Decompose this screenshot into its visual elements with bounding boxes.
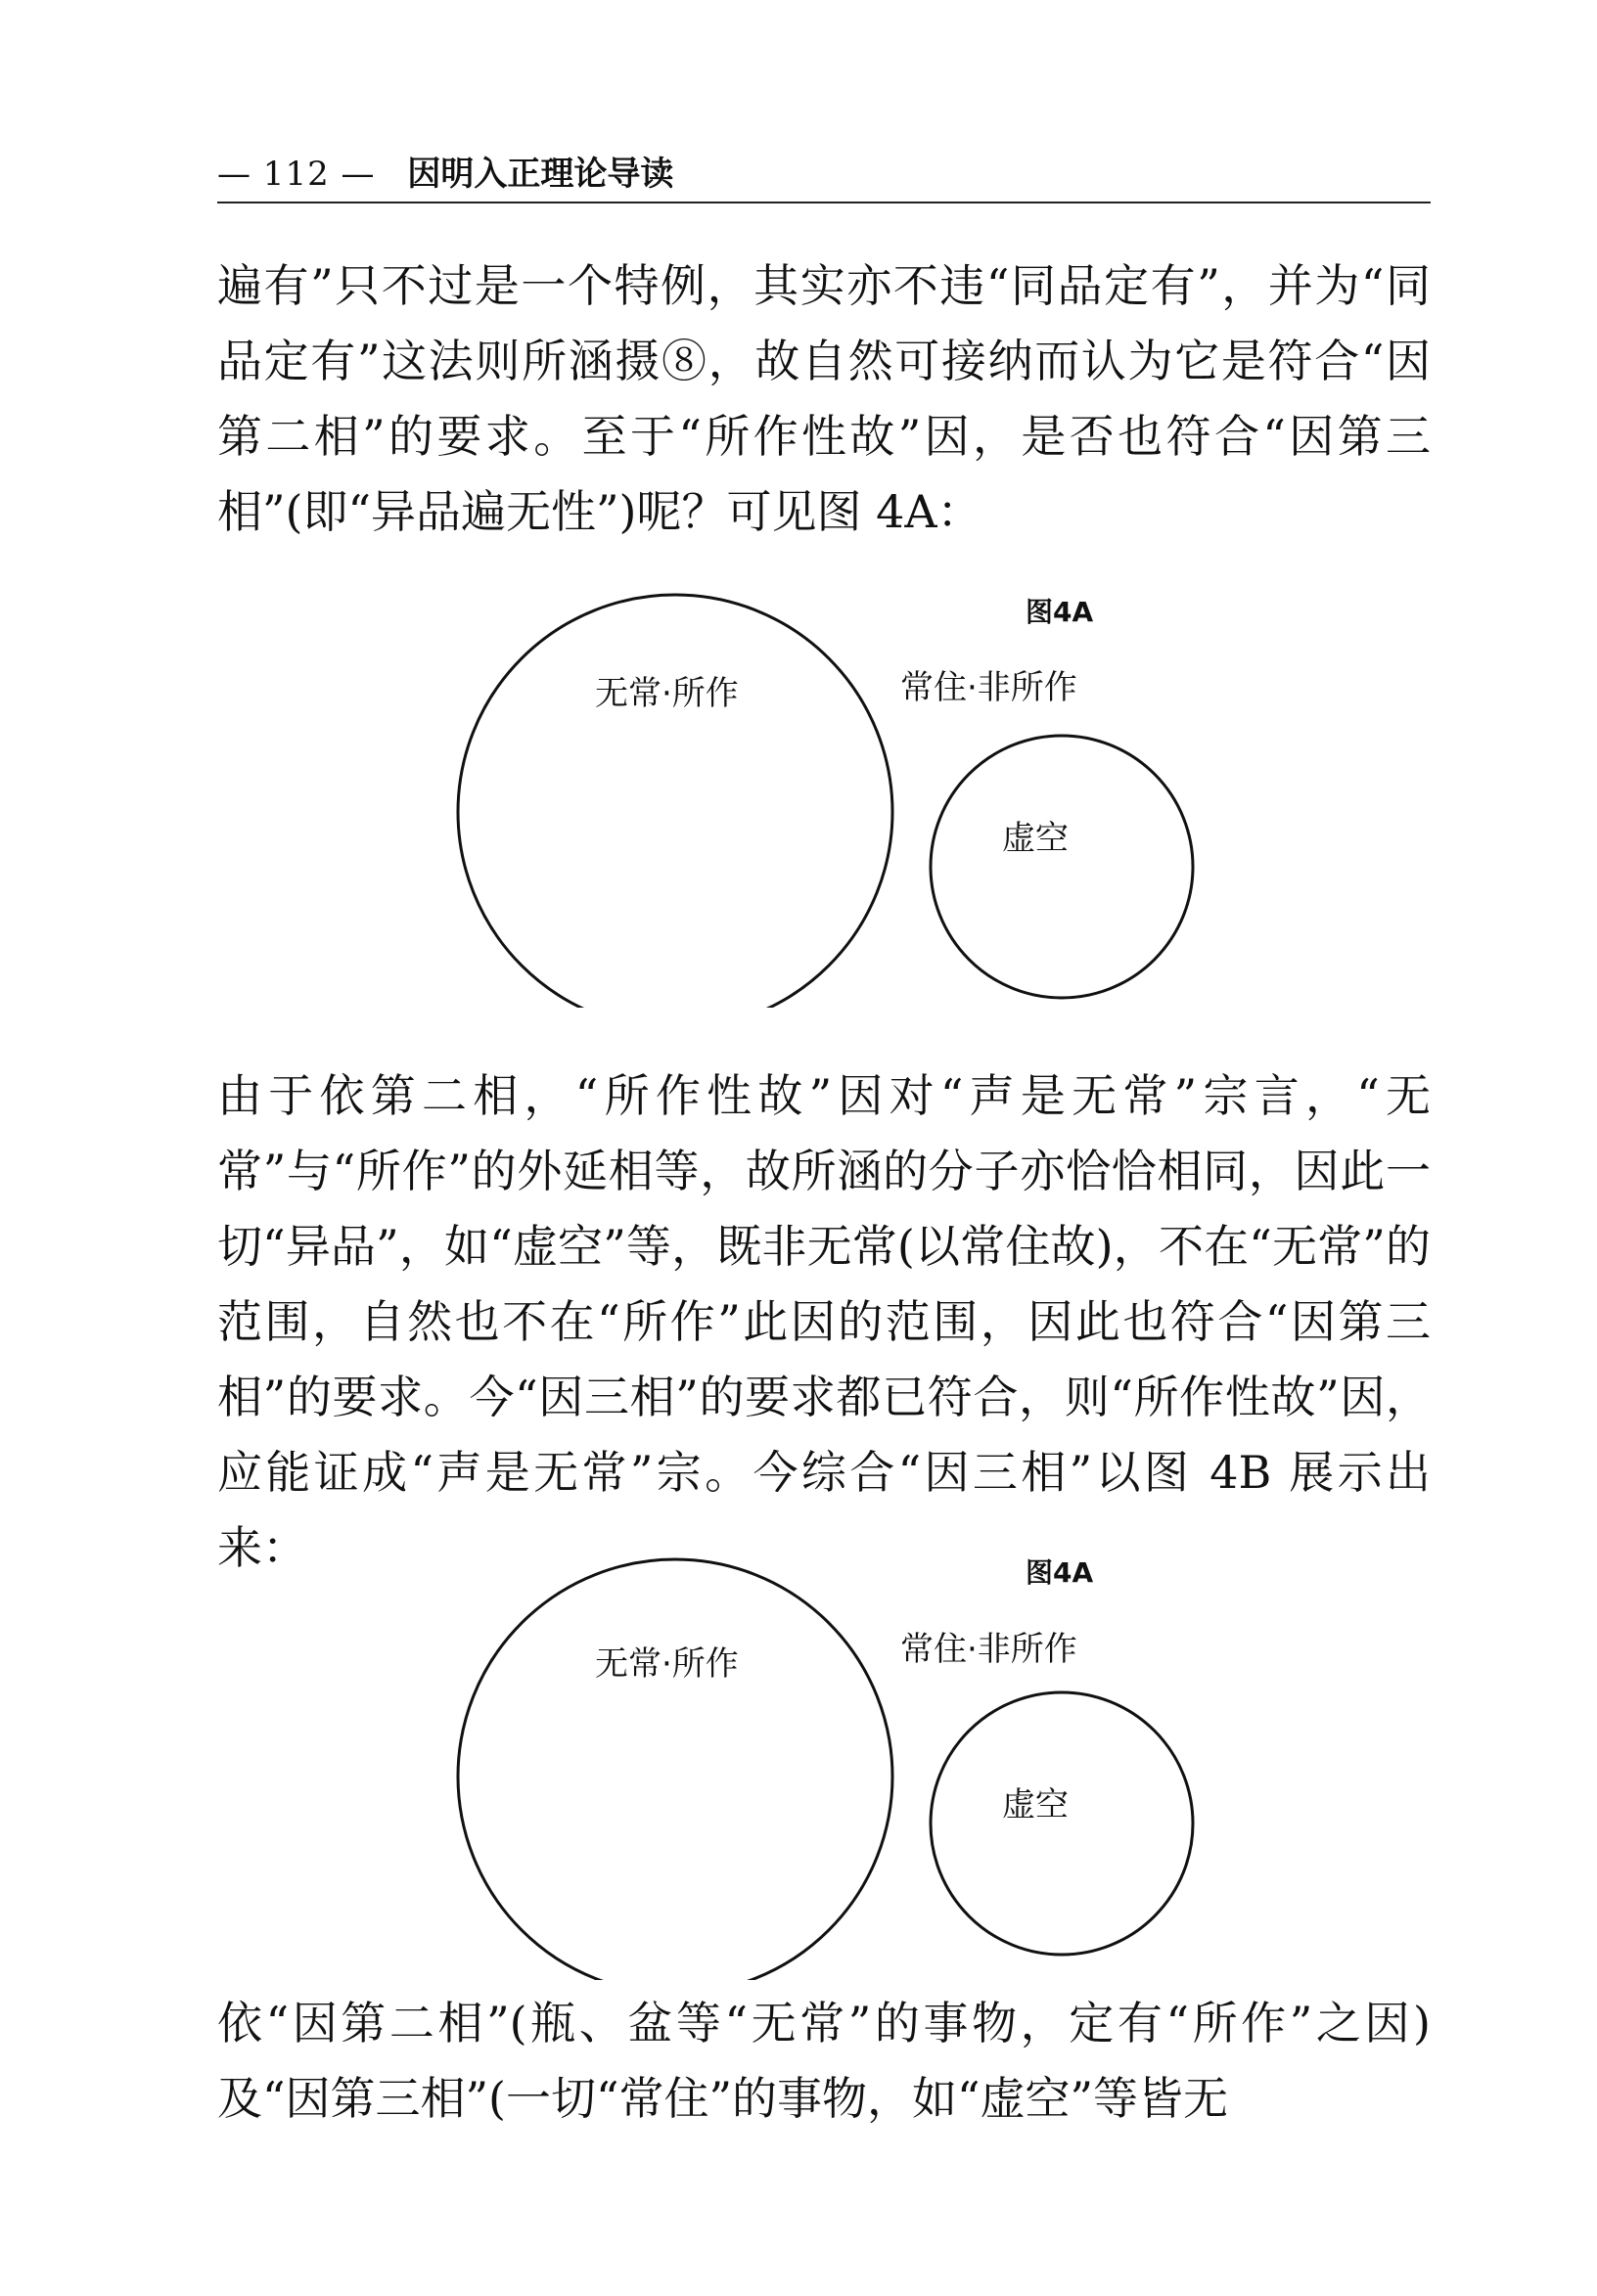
header-rule [217,202,1431,203]
small-circle-label: 虚空 [1002,1785,1069,1824]
paragraph-2: 由于依第二相，“所作性故”因对“声是无常”宗言，“无常”与“所作”的外延相等，故所涵的分子亦恰恰相同，因此一切“异品”，如“虚空”等，既非无常(以常住故)，不在“无常”的范围，自然也不在“所作”此因的范围，因此也符合“因第三相”的要求。今“因三相”的要求都已符合，则“所作性故”因，应能证成“声是无常”宗。今综合“因三相”以图 4B 展示出来： [217,1069,1431,1574]
figure-4a [0,577,1597,1008]
paragraph-3: 依“因第二相”(瓶、盆等“无常”的事物，定有“所作”之因)及“因第三相”(一切“常住”的事物，如“虚空”等皆无 [217,1997,1431,2125]
page-number: — 112 — [217,155,376,194]
paragraph-1: 遍有”只不过是一个特例，其实亦不违“同品定有”，并为“同品定有”这法则所涵摄⑧，故自然可接纳而认为它是符合“因第二相”的要求。至于“所作性故”因，是否也符合“因第三相”(即“异品遍无性”)呢？可见图 4A： [217,259,1431,538]
book-title: 因明入正理论导读 [407,155,674,194]
small-circle-label: 虚空 [1002,819,1069,858]
outside-label: 常住·非所作 [900,668,1077,707]
big-circle [458,595,892,1008]
small-circle [931,736,1193,998]
big-circle-label: 无常·所作 [595,674,739,713]
figure-caption: 图4A [1026,1556,1094,1589]
big-circle [458,1559,892,1980]
figure-4b [0,1540,1597,1980]
big-circle-label: 无常·所作 [595,1644,739,1684]
venn-diagram-4a [0,577,1597,1008]
figure-caption: 图4A [1026,596,1094,628]
running-header [217,155,1431,203]
venn-diagram-4b [0,1540,1597,1980]
outside-label: 常住·非所作 [900,1630,1077,1669]
